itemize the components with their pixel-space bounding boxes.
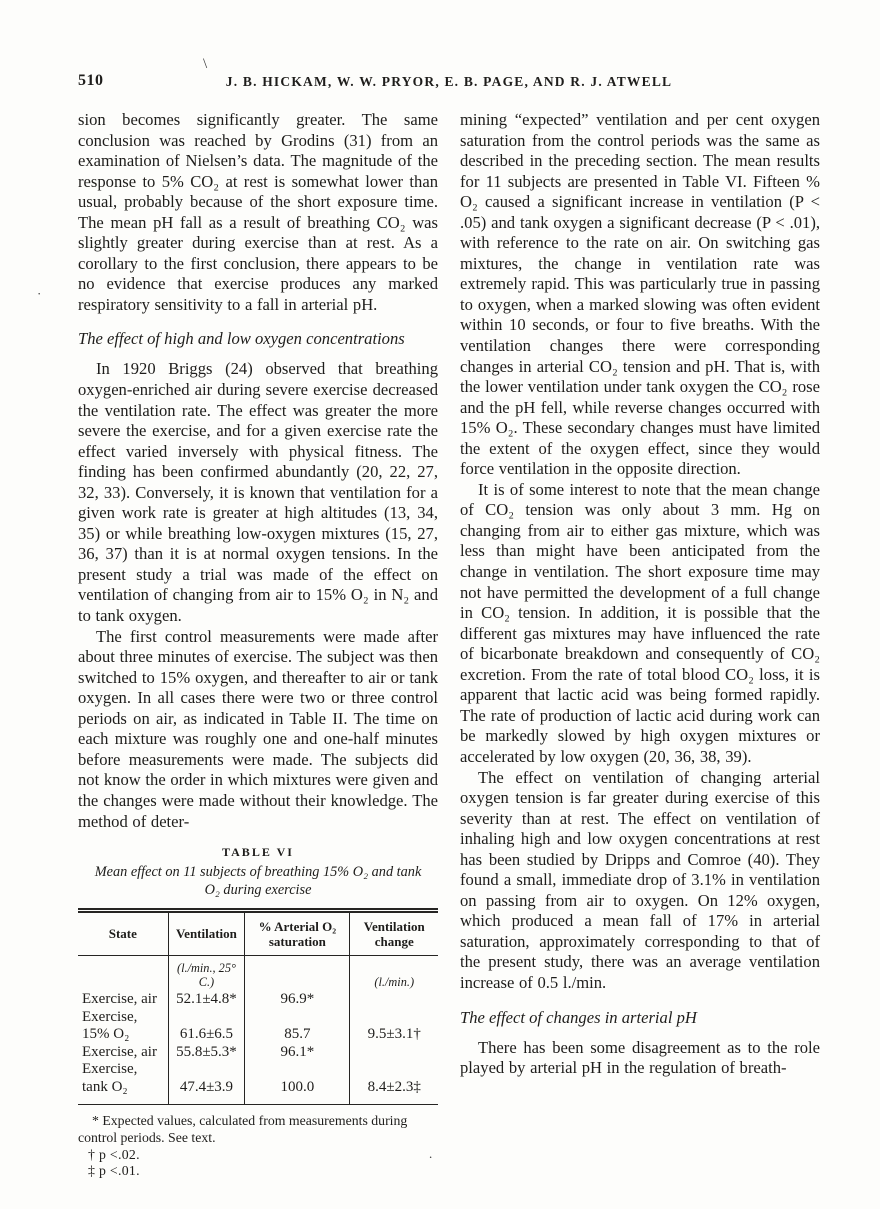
column-header-arterial-saturation: % Arterial O₂ saturation [245,911,350,956]
cell-change: 9.5±3.1† [350,1009,438,1044]
section-heading-arterial-ph: The effect of changes in arterial pH [460,1007,697,1027]
unit-cell: (l./min.) [350,956,438,990]
page-number: 510 [78,72,104,89]
cell-ventilation: 55.8±5.3* [168,1044,245,1062]
cell-change [350,989,438,1009]
cell-ventilation: 61.6±6.5 [168,1009,245,1044]
cell-state: Exercise, air [82,991,157,1008]
cell-change [350,1044,438,1062]
paragraph: The effect on ventilation of changing arterial oxygen tension is far greater during exercise of this severity than at rest. The effect on ventilation of inhaling high and low oxygen concentrations at rest has been studied by Dripps and Comroe (40). They found a small, immediate drop of 3.1% in ventilation on passing from air to oxygen. On 12% oxygen, which produced a mean fall of 17% in arterial saturation, approximately corresponding to that of the present study, there was an average ventilation increase of 0.5 l./min. [460,767,820,992]
unit-cell [245,956,350,990]
running-head-authors: J. B. HICKAM, W. W. PRYOR, E. B. PAGE, AND R. J. ATWELL [225,74,673,89]
table-row [78,989,438,1009]
table-vi-block [78,845,438,1180]
column-header-ventilation: Ventilation [168,911,245,956]
table-label: TABLE VI [222,845,294,860]
column-header-state: State [78,911,168,956]
right-column [460,110,820,1180]
paragraph-continuation: sion becomes significantly greater. The same conclusion was reached by Grodins (31) from an examination of Nielsen’s data. The magnitude of the response to 5% CO₂ at rest is somewhat lower than usual, probably because of the short exposure time. The mean pH fall as a result of breathing CO₂ was slightly greater during exercise than at rest. As a corollary to the first conclusion, there appears to be no evidence that exercise produces any marked respiratory sensitivity to a fall in arterial pH. [78,110,438,314]
column-header-ventilation-change: Ventilation change [350,911,438,956]
footnote-asterisk: * Expected values, calculated from measurements during control periods. See text. [78,1113,408,1145]
cell-change: 8.4±2.3‡ [350,1061,438,1105]
section-heading-oxygen-concentrations: The effect of high and low oxygen concentrations [78,329,405,349]
paragraph: The first control measurements were made after about three minutes of exercise. The subject was then switched to 15% oxygen, and thereafter to air or tank oxygen. In all cases there were two or three control periods on air, as indicated in Table II. The time on each mixture was roughly one and one-half minutes before measurements were made. The subjects did not know the order in which mixtures were given and the changes were made without their knowledge. The method of deter- [78,626,438,831]
paragraph: It is of some interest to note that the mean change of CO₂ tension was only about 3 mm. Hg on changing from air to either gas mixture, which was less than might have been anticipated from the change in ventilation. The short exposure time may not have permitted the development of a full change in CO₂ tension. In addition, it is possible that the different gas mixtures may have influenced the rate of bicarbonate breakdown and consequently of CO₂ excretion. From the rate of total blood CO₂ loss, it is apparent that lactic acid was being formed rapidly. The rate of production of lactic acid during work can be markedly slowed by high oxygen mixtures or accelerated by low oxygen (20, 36, 38, 39). [460,479,820,766]
footnote-dagger: † p <.02. [88,1146,140,1162]
paragraph: There has been some disagreement as to the role played by arterial pH in the regulation of breath- [460,1037,820,1078]
table-header-row [78,911,438,956]
page-header [78,72,820,90]
scan-artifact: \ [203,56,208,72]
left-column [78,110,438,1180]
table-footnotes [78,1113,438,1180]
table-body [78,956,438,1105]
scan-artifact: · [37,286,42,301]
unit-cell: (l./min., 25° C.) [168,956,245,990]
paragraph-continuation: mining “expected” ventilation and per cent oxygen saturation from the control periods was the same as described in the preceding section. The mean results for 11 subjects are presented in Table VI. Fifteen % O₂ caused a significant increase in ventilation (P < .05) and tank oxygen a significant decrease (P < .01), with reference to the rate on air. On switching gas mixtures, the change in ventilation rate was extremely rapid. This was particularly true in passing to oxygen, when a marked slowing was often evident within 10 seconds, or four to five breaths. With the ventilation changes there were corresponding changes in arterial CO₂ tension and pH. That is, with the lower ventilation under tank oxygen the CO₂ rose and the pH fell, while reverse changes occurred with 15% O₂. These secondary changes must have limited the extent of the oxygen effect, since they would force ventilation in the opposite direction. [460,110,820,479]
cell-saturation: 96.9* [245,989,350,1009]
scan-artifact: . [429,1146,433,1161]
cell-state: Exercise, 15% O₂ [82,1008,138,1043]
cell-saturation: 85.7 [245,1009,350,1044]
table-row [78,1061,438,1105]
cell-state: Exercise, air [82,1043,157,1060]
cell-saturation: 96.1* [245,1044,350,1062]
table-row [78,1044,438,1062]
footnote-double-dagger: ‡ p <.01. [88,1163,140,1179]
cell-ventilation: 52.1±4.8* [168,989,245,1009]
table-units-row [78,956,438,990]
table-header [78,911,438,956]
table-caption: Mean effect on 11 subjects of breathing 15% O₂ and tank O₂ during exercise [94,864,422,898]
paragraph: In 1920 Briggs (24) observed that breathing oxygen-enriched air during severe exercise decreased the ventilation rate. The effect was greater the more severe the exercise, and for a given exercise rate the effect varied inversely with physical fitness. The finding has been confirmed abundantly (20, 22, 27, 32, 33). Conversely, it is known that ventilation for a given work rate is greater at high altitudes (13, 34, 35) or while breathing low-oxygen mixtures (15, 27, 36, 37) than it is at normal oxygen tensions. In the present study a trial was made of the effect on ventilation of changing from air to 15% O₂ in N₂ and to tank oxygen. [78,359,438,626]
table-row [78,1009,438,1044]
unit-cell [78,956,168,990]
table-vi [78,908,438,1105]
cell-ventilation: 47.4±3.9 [168,1061,245,1105]
cell-state: Exercise, tank O₂ [82,1061,138,1095]
two-column-body [78,110,820,1180]
cell-saturation: 100.0 [245,1061,350,1105]
